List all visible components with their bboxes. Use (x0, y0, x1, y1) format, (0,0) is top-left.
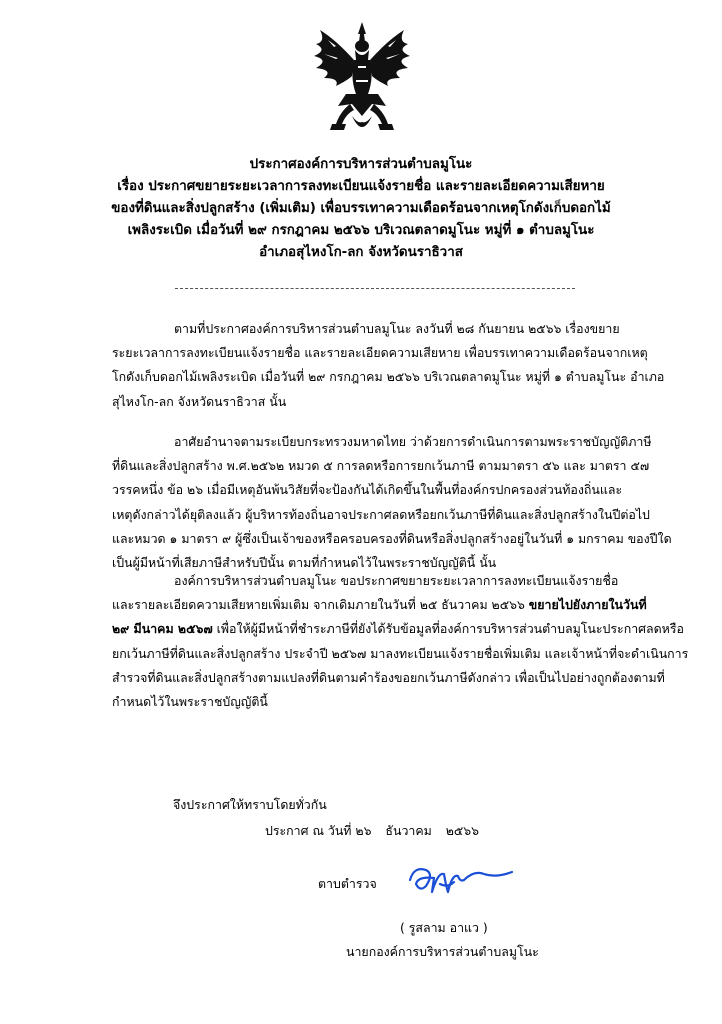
closing-statement: จึงประกาศให้ทราบโดยทั่วกัน (173, 797, 327, 812)
paragraph-1-line: ระยะเวลาการลงทะเบียนแจ้งรายชื่อ และรายละเอียดความเสียหาย เพื่อบรรเทาความเดือดร้อนจากเหตุ (112, 345, 648, 361)
signature-icon (404, 852, 522, 902)
paragraph-3-text: และรายละเอียดความเสียหายเพิ่มเติม จากเดิมภายในวันที่ ๒๕ ธันวาคม ๒๕๖๖ (112, 597, 529, 613)
paragraph-2-line: เหตุดังกล่าวได้ยุติลงแล้ว ผู้บริหารท้องถิ่นอาจประกาศลดหรือยกเว้นภาษีที่ดินและสิ่งปลูกสร้างในปีต่อไป (112, 506, 650, 522)
announcement-date (265, 822, 489, 841)
inspected-label: ตาบตำรวจ (318, 876, 377, 891)
extension-deadline-date: ๒๙ มีนาคม ๒๕๖๗ (112, 621, 213, 637)
paragraph-1-line: โกดังเก็บดอกไม้เพลิงระเบิด เมื่อวันที่ ๒๙ กรกฎาคม ๒๕๖๖ บริเวณตลาดมูโนะ หมู่ที่ ๑ ตำบลมูโนะ อำเภอ (112, 369, 665, 385)
paragraph-2-line: วรรคหนึ่ง ข้อ ๒๖ เมื่อมีเหตุอันพ้นวิสัยที่จะป้องกันได้เกิดขึ้นในพื้นที่องค์กรปกครองส่วนท้องถิ่นและ (112, 482, 623, 498)
header-line-3: ของที่ดินและสิ่งปลูกสร้าง (เพิ่มเติม) เพื่อบรรเทาความเดือดร้อนจากเหตุโกดังเก็บดอกไม้ (111, 201, 611, 216)
garuda-emblem-icon (306, 20, 418, 140)
paragraph-1-line: สุไหงโก-ลก จังหวัดนราธิวาส นั้น (112, 393, 287, 409)
paragraph-3-text: เพื่อให้ผู้มีหน้าที่ชำระภาษีที่ยังได้รับข้อมูลที่องค์การบริหารส่วนตำบลมูโนะประกาศลดหรือ (212, 621, 684, 637)
paragraph-3-line: องค์การบริหารส่วนตำบลมูโนะ ขอประกาศขยายระยะเวลาการลงทะเบียนแจ้งรายชื่อ (174, 573, 619, 588)
paragraph-3-line (112, 593, 647, 617)
paragraph-3-line: สำรวจที่ดินและสิ่งปลูกสร้างตามแปลงที่ดินตามคำร้องขอยกเว้นภาษีดังกล่าว เพื่อเป็นไปอย่างถูกต้องตามที่ (112, 669, 665, 685)
paragraph-1 (112, 317, 665, 414)
header-line-2: เรื่อง ประกาศขยายระยะเวลาการลงทะเบียนแจ้งรายชื่อ และรายละเอียดความเสียหาย (117, 179, 605, 194)
paragraph-3-line (112, 617, 684, 641)
header-line-4: เพลิงระเบิด เมื่อวันที่ ๒๙ กรกฎาคม ๒๕๖๖ บริเวณตลาดมูโนะ หมู่ที่ ๑ ตำบลมูโนะ (127, 223, 595, 238)
header-divider (175, 288, 575, 289)
paragraph-1-line: ตามที่ประกาศองค์การบริหารส่วนตำบลมูโนะ ลงวันที่ ๒๘ กันยายน ๒๕๖๖ เรื่องขยาย (174, 321, 620, 336)
announcement-date-month: ธันวาคม (385, 823, 432, 838)
header-line-1: ประกาศองค์การบริหารส่วนตำบลมูโนะ (249, 157, 473, 172)
paragraph-3 (112, 569, 689, 714)
announcement-date-day: ประกาศ ณ วันที่ ๒๖ (265, 823, 372, 838)
paragraph-2-line: และหมวด ๑ มาตรา ๙ ผู้ซึ่งเป็นเจ้าของหรือครอบครองที่ดินหรือสิ่งปลูกสร้างอยู่ในวันที่ ๑ มกราคม ของปีใด (112, 530, 672, 546)
document-header (60, 154, 662, 264)
paragraph-2 (112, 430, 672, 575)
paragraph-2-line: อาศัยอำนาจตามระเบียบกระทรวงมหาดไทย ว่าด้วยการดำเนินการตามพระราชบัญญัติภาษี (174, 434, 652, 449)
signer-name: ( รูสลาม อาแว ) (400, 920, 488, 935)
paragraph-3-line: กำหนดไว้ในพระราชบัญญัตินี้ (112, 694, 268, 710)
signer-position: นายกองค์การบริหารส่วนตำบลมูโนะ (346, 944, 539, 959)
announcement-date-year: ๒๕๖๖ (445, 823, 480, 838)
paragraph-2-line: ที่ดินและสิ่งปลูกสร้าง พ.ศ.๒๕๖๒ หมวด ๕ การลดหรือการยกเว้นภาษี ตามมาตรา ๕๖ และ มาตรา ๕๗ (112, 458, 650, 474)
header-line-5: อำเภอสุไหงโก-ลก จังหวัดนราธิวาส (259, 245, 463, 260)
paragraph-2-line: เป็นผู้มีหน้าที่เสียภาษีสำหรับปีนั้น ตามที่กำหนดไว้ในพระราชบัญญัตินี้ นั้น (112, 555, 497, 571)
paragraph-3-line: ยกเว้นภาษีที่ดินและสิ่งปลูกสร้าง ประจำปี ๒๕๖๗ มาลงทะเบียนแจ้งรายชื่อเพิ่มเติม และเจ้าหน้าที่จะดำเนินการ (112, 645, 689, 661)
extension-deadline-text: ขยายไปยังภายในวันที่ (528, 597, 647, 613)
